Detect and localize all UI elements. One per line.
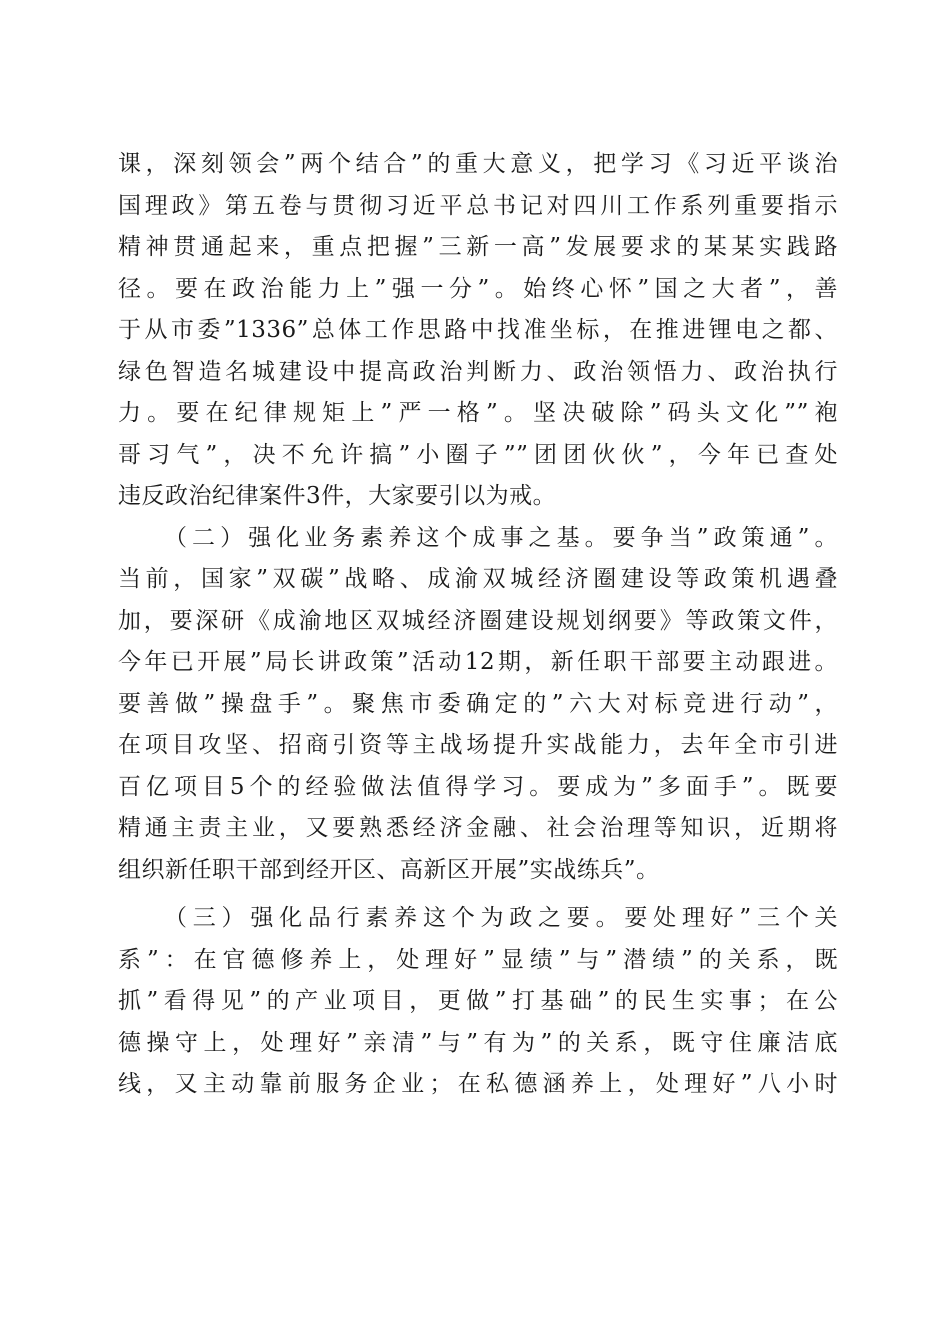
paragraph-line: 在项目攻坚、招商引资等主战场提升实战能力，去年全市引进 [118, 732, 838, 758]
paragraph-line: 要善做”操盘手”。聚焦市委确定的”六大对标竞进行动”， [118, 690, 838, 717]
paragraph-line: 于从市委”1336”总体工作思路中找准坐标，在推进锂电之都、 [118, 317, 838, 343]
paragraph-line: 精神贯通起来，重点把握”三新一高”发展要求的某某实践路 [118, 234, 838, 260]
paragraph-line: 当前，国家”双碳”战略、成渝双城经济圈建设等政策机遇叠 [118, 566, 838, 592]
paragraph-line: 德操守上，处理好”亲清”与”有为”的关系，既守住廉洁底 [118, 1029, 838, 1056]
paragraph-1 [118, 144, 838, 518]
paragraph-line: 抓”看得见”的产业项目，更做”打基础”的民生实事；在公 [118, 988, 838, 1014]
paragraph-line: 哥习气”，决不允许搞”小圈子””团团伙伙”，今年已查处 [118, 441, 838, 468]
paragraph-line: 课，深刻领会”两个结合”的重大意义，把学习《习近平谈治 [118, 151, 838, 177]
paragraph-heading-line: （三）强化品行素养这个为政之要。要处理好”三个关 [164, 905, 838, 931]
paragraph-line: 绿色智造名城建设中提高政治判断力、政治领悟力、政治执行 [118, 358, 838, 385]
document-body [118, 144, 838, 1106]
paragraph-line: 今年已开展”局长讲政策”活动12期，新任职干部要主动跟进。 [118, 649, 838, 675]
paragraph-line: 国理政》第五卷与贯彻习近平总书记对四川工作系列重要指示 [118, 192, 838, 219]
paragraph-heading-line: （二）强化业务素养这个成事之基。要争当”政策通”。 [164, 524, 838, 551]
paragraph-3 [118, 898, 838, 1106]
paragraph-line: 线，又主动靠前服务企业；在私德涵养上，处理好”八小时 [118, 1071, 838, 1097]
paragraph-line: 百亿项目5个的经验做法值得学习。要成为”多面手”。既要 [118, 773, 838, 800]
paragraph-line: 精通主责主业，又要熟悉经济金融、社会治理等知识，近期将 [118, 815, 838, 841]
paragraph-line: 加，要深研《成渝地区双城经济圈建设规划纲要》等政策文件， [118, 607, 838, 634]
paragraph-line: 组织新任职干部到经开区、高新区开展”实战练兵”。 [118, 856, 660, 883]
paragraph-line: 径。要在政治能力上”强一分”。始终心怀”国之大者”，善 [118, 275, 838, 302]
paragraph-line: 违反政治纪律案件3件，大家要引以为戒。 [118, 483, 557, 509]
paragraph-line: 系”：在官德修养上，处理好”显绩”与”潜绩”的关系，既 [118, 946, 838, 973]
paragraph-gap [118, 891, 838, 898]
paragraph-line: 力。要在纪律规矩上”严一格”。坚决破除”码头文化””袍 [118, 400, 838, 426]
paragraph-2 [118, 518, 838, 892]
